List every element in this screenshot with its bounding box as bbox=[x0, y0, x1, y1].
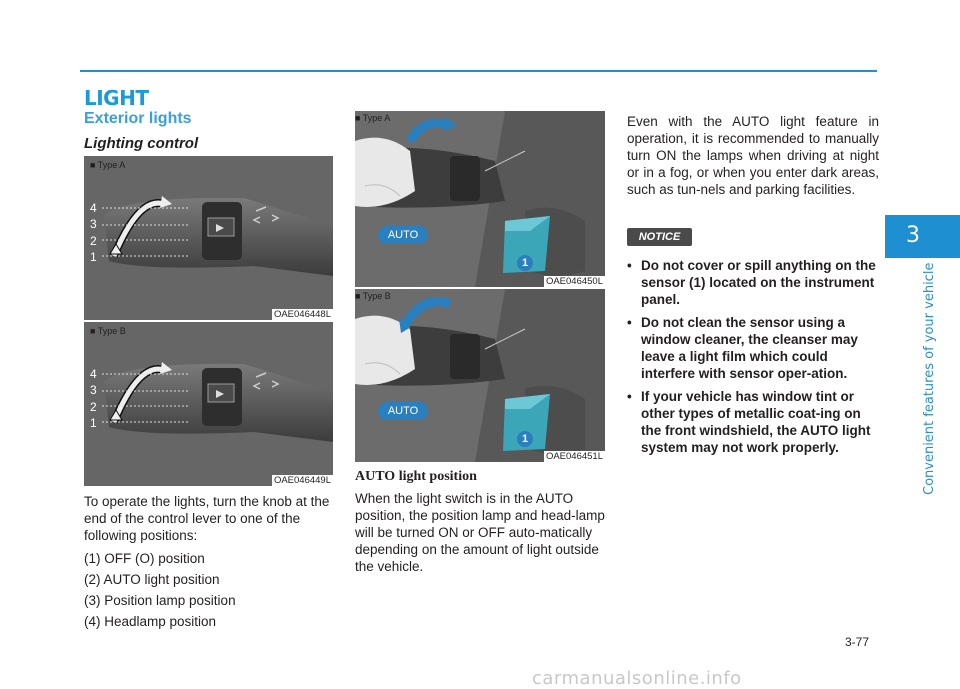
notice-badge: NOTICE bbox=[627, 228, 692, 246]
position-item: (3) Position lamp position bbox=[84, 593, 236, 608]
figure-code: OAE046451L bbox=[545, 451, 603, 462]
notice-item: • If your vehicle has window tint or other types of metallic coat-ing on the front windshield, the AUTO light system may not work properly. bbox=[627, 388, 879, 456]
figure-lever-type-b bbox=[84, 322, 333, 486]
intro-paragraph: To operate the lights, turn the knob at the end of the control lever to one of the following positions: bbox=[84, 494, 330, 543]
figure-code: OAE046448L bbox=[273, 309, 331, 320]
position-numbers: 4 3 2 1 bbox=[90, 367, 97, 430]
position-item: (4) Headlamp position bbox=[84, 614, 217, 629]
lever-illustration-b bbox=[84, 322, 333, 486]
figure-type-label: ■ Type B bbox=[90, 326, 126, 336]
figure-code: OAE046449L bbox=[273, 475, 331, 486]
figure-type-label: ■ Type B bbox=[355, 291, 391, 301]
chapter-name: Convenient features of your vehicle bbox=[922, 262, 937, 495]
notice-list bbox=[627, 257, 879, 462]
page-number: 3-77 bbox=[845, 635, 870, 649]
chapter-number: 3 bbox=[906, 223, 920, 248]
chapter-tab bbox=[885, 215, 960, 258]
section-title: LIGHT bbox=[84, 86, 149, 110]
column1-text bbox=[84, 493, 336, 630]
figure-auto-sensor-type-b bbox=[355, 289, 605, 462]
position-item: (2) AUTO light position bbox=[84, 572, 220, 587]
figure-code: OAE046450L bbox=[545, 276, 603, 287]
notice-item: • Do not cover or spill anything on the sensor (1) located on the instrument panel. bbox=[627, 257, 879, 308]
lever-illustration-a bbox=[84, 156, 333, 320]
watermark[interactable]: carmanualsonline.info bbox=[532, 668, 742, 689]
header-rule bbox=[80, 70, 877, 72]
sensor-illustration-b bbox=[355, 289, 605, 462]
sensor-illustration-a bbox=[355, 111, 605, 287]
figure-auto-sensor-type-a bbox=[355, 111, 605, 287]
figure-lever-type-a bbox=[84, 156, 333, 320]
auto-light-heading: AUTO light position bbox=[355, 469, 477, 484]
notice-item: • Do not clean the sensor using a window cleaner, the cleanser may leave a light film which could interfere with sensor oper-ation. bbox=[627, 314, 879, 382]
position-numbers: 4 3 2 1 bbox=[90, 201, 97, 264]
chapter-side-label bbox=[905, 262, 937, 495]
subtitle-lighting-control: Lighting control bbox=[84, 135, 199, 152]
sensor-callout: 1 bbox=[521, 257, 529, 269]
auto-label: AUTO bbox=[387, 405, 419, 417]
sensor-callout: 1 bbox=[521, 433, 529, 445]
auto-label: AUTO bbox=[387, 229, 419, 241]
subtitle-exterior-lights: Exterior lights bbox=[84, 110, 192, 127]
auto-recommendation-paragraph: Even with the AUTO light feature in operation, it is recommended to manually turn ON the lamps when driving at night or in a fog, or when you enter dark areas, such as tun-nels and parking facilities. bbox=[627, 114, 879, 197]
figure-type-label: ■ Type A bbox=[355, 113, 391, 123]
figure-type-label: ■ Type A bbox=[90, 160, 126, 170]
auto-light-paragraph: When the light switch is in the AUTO position, the position lamp and head-lamp will be turned ON or OFF auto-matically depending on the amount of light outside the vehicle. bbox=[355, 491, 605, 574]
position-item: (1) OFF (O) position bbox=[84, 551, 205, 566]
